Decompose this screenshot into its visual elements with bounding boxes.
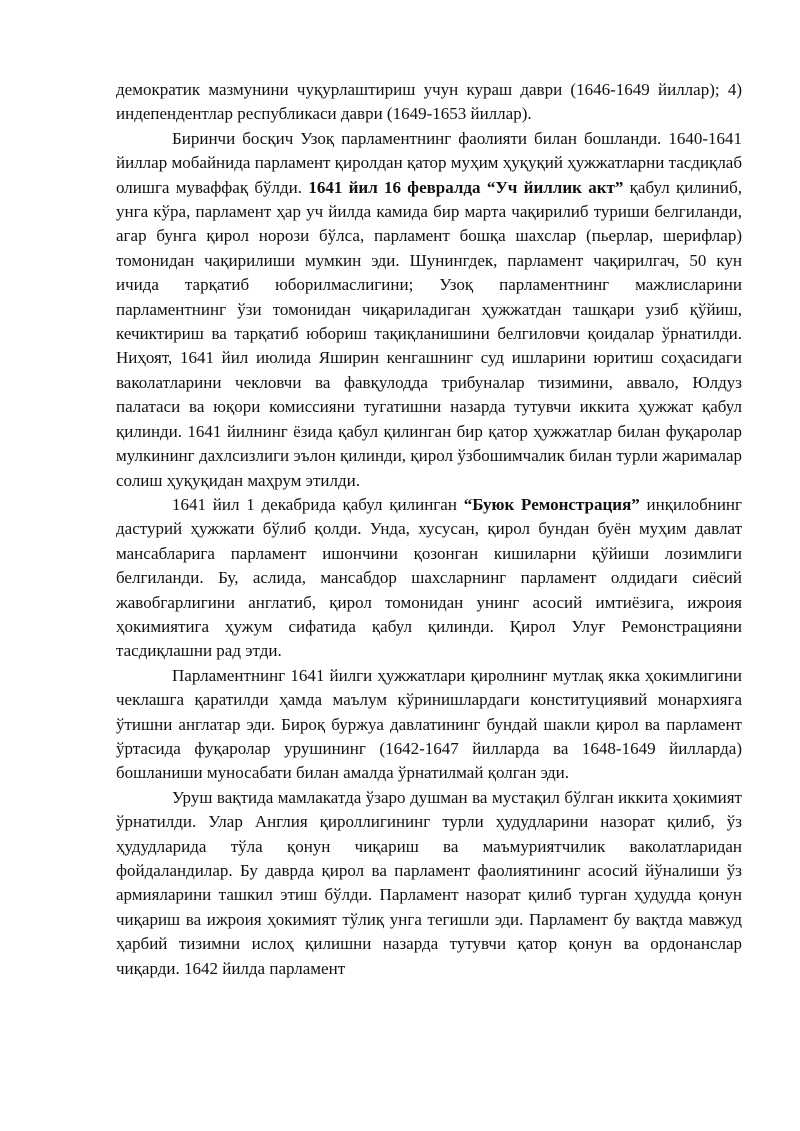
paragraph-text: демократик мазмунини чуқурлаштириш учун кураш даври (1646-1649 йиллар); 4) индепендентлар республикаси даври (1649-1653 йиллар).: [116, 80, 742, 124]
paragraph-text: Уруш вақтида мамлакатда ўзаро душман ва мустақил бўлган иккита ҳокимият ўрнатилди. Улар Англия қироллигининг турли ҳудудларини назорат қилиб, ўз ҳудудларида тўла қонун чиқариш ва маъмуриятчилик ваколатларидан фойдаландилар. Бу даврда қирол ва парламент фаолиятининг асосий йўналиши ўз армияларини ташкил этиш бўлди. Парламент назорат қилиб турган ҳудудда қонун чиқариш ва ижроия ҳокимият тўлиқ унга тегишли эди. Парламент бу вақтда мавжуд ҳарбий тизимни ислоҳ қилишни назарда тутувчи қатор қонун ва ордонанслар чиқарди. 1642 йилда парламент: [116, 787, 742, 978]
bold-term-grand-remonstrance: “Буюк Ремонстрация”: [463, 494, 640, 514]
paragraph-text: 1641 йил 1 декабрида қабул қилинган: [172, 494, 464, 514]
paragraph-3: [116, 493, 742, 664]
paragraph-2: [116, 127, 742, 493]
document-page: [116, 78, 742, 981]
paragraph-text: Парламентнинг 1641 йилги ҳужжатлари қиролнинг мутлақ якка ҳокимлигини чеклашга қаратилди ҳамда маълум кўринишлардаги конституциявий монархияга ўтишни англатар эди. Бироқ буржуа давлатининг бундай шакли қирол ва парламент ўртасида фуқаролар урушининг (1642-1647 йилларда ва 1648-1649 йилларда) бошланиши муносабати билан амалда ўрнатилмай қолган эди.: [116, 665, 742, 783]
bold-term-triennial-act: 1641 йил 16 февралда “Уч йиллик акт”: [308, 177, 624, 197]
paragraph-text: қабул қилиниб, унга кўра, парламент ҳар уч йилда камида бир марта чақирилиб туриши белгиланди, агар бунга қирол норози бўлса, парламент бошқа шахслар (пьерлар, шерифлар) томонидан чақирилиши мумкин эди. Шунингдек, парламент чақирилгач, 50 кун ичида тарқатиб юборилмаслигини; Узоқ парламентнинг мажлисларини парламентнинг ўзи томонидан чиқариладиган ҳужжатдан ташқари узиб қўйиш, кечиктириш ва тарқатиб юбориш тақиқланишини белгиловчи қоидалар ўрнатилди. Ниҳоят, 1641 йил июлида Яширин кенгашнинг суд ишларини юритиш соҳасидаги ваколатларини чекловчи ва фавқулодда трибуналар тизимини, аввало, Юлдуз палатаси ва юқори комиссияни тугатишни назарда тутувчи иккита ҳужжат қабул қилинди. 1641 йилнинг ёзида қабул қилинган бир қатор ҳужжатлар билан фуқаролар мулкининг дахлсизлиги эълон қилинди, қирол ўзбошимчалик билан турли жарималар солиш ҳуқуқидан маҳрум этилди.: [116, 177, 743, 490]
paragraph-5: [116, 786, 742, 981]
paragraph-4: [116, 664, 742, 786]
paragraph-text: Биринчи босқич Узоқ парламентнинг фаолияти билан бошланди. 1640-1641 йиллар мобайнида парламент қиролдан қатор муҳим ҳуқуқий ҳужжатларни тасдиқлаб олишга муваффақ бўлди.: [116, 128, 742, 197]
paragraph-1: [116, 78, 742, 127]
paragraph-text: инқилобнинг дастурий ҳужжати бўлиб қолди. Унда, хусусан, қирол бундан буён муҳим давлат мансабларига парламент ишончини қозонган кишиларни қўйиши лозимлиги белгиланди. Бу, аслида, мансабдор шахсларнинг парламент олдидаги сиёсий жавобгарлигини англатиб, қирол томонидан унинг асосий имтиёзига, ижроия ҳокимиятига ҳужум сифатида қабул қилинди. Қирол Улуғ Ремонстрацияни тасдиқлашни рад этди.: [116, 494, 742, 661]
